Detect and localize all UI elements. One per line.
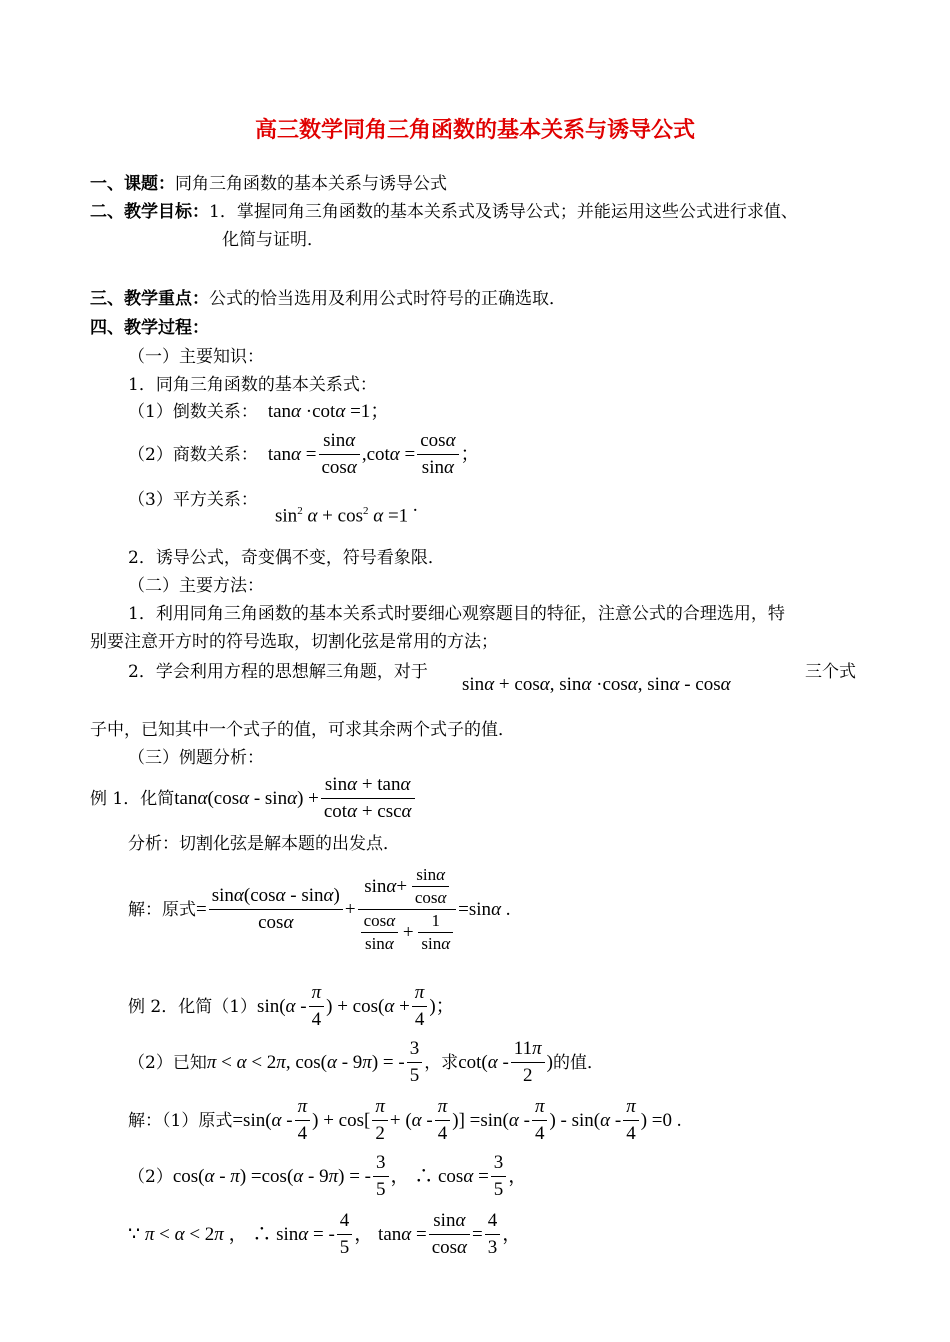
part-end: 的值． (552, 1052, 604, 1073)
section-text: 1．掌握同角三角函数的基本关系式及诱导公式；并能运用这些公式进行求值、 (209, 202, 798, 222)
methods-heading: （二）主要方法： (128, 576, 264, 596)
section-process-label: 四、教学过程： (90, 318, 209, 338)
section-text: 同角三角函数的基本关系与诱导公式 (175, 174, 447, 194)
method-2-line-2: 子中，已知其中一个式子的值，可求其余两个式子的值． (90, 720, 515, 740)
example-1: 例 1．化简 tanα(cosα - sinα) + $\frac{\sin\alpha + \tan\alpha}{\cot\alpha + \csc\alpha}$ (90, 772, 417, 825)
section-label: 二、教学目标： (90, 202, 209, 222)
example-label: 例 1．化简 (90, 788, 175, 809)
fraction: $\frac{\sin\alpha}{\cos\alpha}$ (319, 428, 360, 481)
knowledge-item-2: 2．诱导公式，奇变偶不变，符号看象限． (128, 548, 445, 568)
example-2-solution-2: （2） cos(α - π) =cos(α - 9π) = - $\frac{3}{5}$ ， ∴ cosα = $\frac{3}{5}$ ， (128, 1152, 528, 1200)
part-label: （2）已知 (128, 1052, 207, 1073)
method-2-expressions: sinα + cosα, sinα ·cosα, sinα - cosα (462, 674, 731, 695)
examples-heading: （三）例题分析： (128, 748, 264, 768)
section-text: 公式的恰当选用及利用公式时符号的正确选取． (209, 289, 566, 309)
reciprocal-formula: tanα ·cotα =1； (267, 401, 390, 422)
fraction: $\frac{\sin\alpha + \tan\alpha}{\cot\alpha + \csc\alpha}$ (321, 772, 415, 825)
section-label: 三、教学重点： (90, 289, 209, 309)
solution-label: （2） (128, 1166, 173, 1187)
reciprocal-relation (128, 400, 389, 424)
section-label: 一、课题： (90, 174, 175, 194)
relation-label: （1）倒数关系： (128, 402, 258, 422)
section-objectives-cont: 化简与证明． (222, 230, 324, 250)
section-course-topic (90, 172, 447, 196)
relation-label: （2）商数关系： (128, 444, 258, 465)
example-2-solution-1: 解：（1）原式 =sin(α - $\frac{\pi}{4}$ ) + cos[ $\frac{\pi}{2}$ + (α - $\frac{\pi}{4}$ )] =sin(α - $\frac{\pi}{4}$ ) - sin(α - $\frac{\pi}{4}$ ) =0 . (128, 1096, 682, 1144)
example-2-solution-3: ∵ π < α < 2π ， ∴ sinα = - $\frac{4}{5}$ ， tanα = $\frac{\sin\alpha}{\cos\alpha}$ = $\frac{4}{3}$ ， (128, 1210, 522, 1258)
example-1-solution: 解：原式 = $\frac{\sin\alpha(\cos\alpha - \sin\alpha)}{\cos\alpha}$ + sin α + $\frac{\sin\alpha}{\cos\alpha}$ $\frac{\cos\alpha}{\sin\alpha}$ + $\frac{1}{\sin\alpha}$ =sinα . (128, 865, 511, 953)
example-2-part-2: （2）已知 π < α < 2π, cos(α - 9π) = - $\frac{3}{5}$ ，求 cot(α - $\frac{11\pi}{2}$ ) 的值． (128, 1036, 604, 1089)
solution-label: 解：（1）原式 (128, 1110, 233, 1131)
quotient-formula: tanα = (267, 443, 317, 465)
fraction: $\frac{\pi}{4}$ (309, 980, 325, 1033)
fraction: $\frac{11\pi}{2}$ (511, 1036, 545, 1089)
part-mid: ，求 (424, 1052, 459, 1073)
knowledge-item-1: 1．同角三角函数的基本关系式： (128, 375, 377, 395)
fraction: $\frac{\cos\alpha}{\sin\alpha}$ (417, 428, 458, 481)
fraction: $\frac{\sin\alpha(\cos\alpha - \sin\alpha)}{\cos\alpha}$ (209, 883, 343, 936)
section-key-points (90, 287, 566, 311)
knowledge-heading: （一）主要知识： (128, 347, 264, 367)
page-title: 高三数学同角三角函数的基本关系与诱导公式 (254, 117, 695, 143)
quotient-relation: （2）商数关系： tanα = $\frac{\sin\alpha}{\cos\alpha}$ ,cotα = $\frac{\cos\alpha}{\sin\alpha}$ ； (128, 428, 480, 481)
example-label: 例 2．化简（1） (128, 996, 258, 1017)
method-1-line-1: 1．利用同角三角函数的基本关系式时要细心观察题目的特征，注意公式的合理选用，特 (128, 604, 785, 624)
method-2-line-1: 2．学会利用方程的思想解三角题，对于 (128, 662, 428, 682)
example-1-analysis: 分析：切割化弦是解本题的出发点． (128, 834, 400, 854)
method-2-tail: 三个式 (805, 662, 856, 682)
section-objectives (90, 200, 798, 224)
fraction: $\frac{\pi}{4}$ (412, 980, 428, 1033)
compound-fraction: sin α + $\frac{\sin\alpha}{\cos\alpha}$ $\frac{\cos\alpha}{\sin\alpha}$ + $\frac{1}{\sin\alpha}$ (358, 864, 457, 955)
square-formula: $\sin^2 \alpha + \cos^2 \alpha =1$ . (275, 495, 418, 527)
method-1-line-2: 别要注意开方时的符号选取，切割化弦是常用的方法； (90, 632, 498, 652)
example-2: 例 2．化简（1） sin(α - $\frac{\pi}{4}$ ) + cos(α + $\frac{\pi}{4}$ )； (128, 980, 455, 1033)
solution-label: 解：原式 (128, 899, 196, 920)
square-relation-label: （3）平方关系： (128, 490, 258, 510)
fraction: $\frac{3}{5}$ (407, 1036, 423, 1089)
